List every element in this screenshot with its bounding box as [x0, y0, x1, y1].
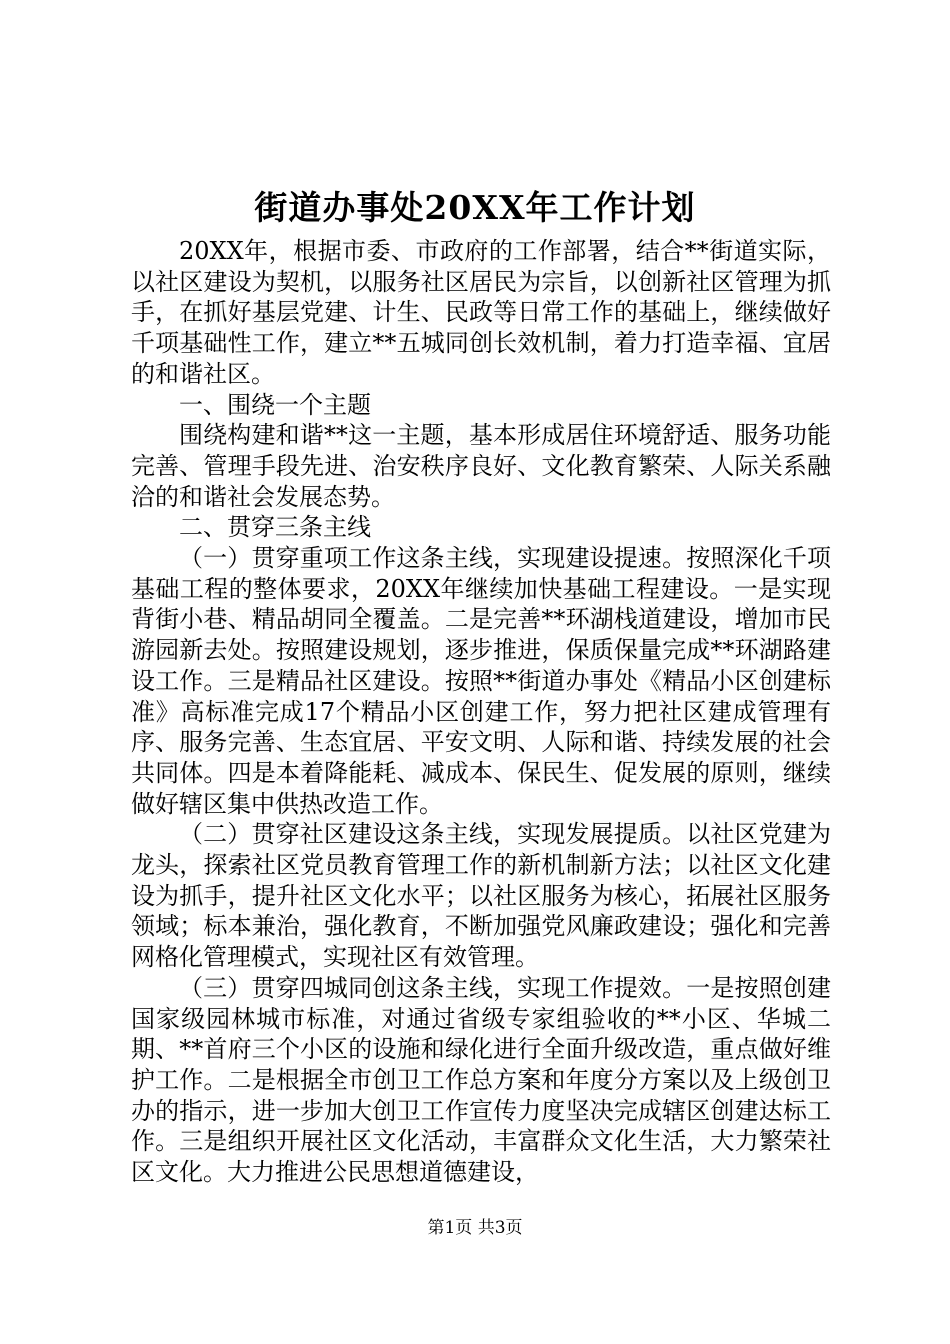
subsection-3-paragraph: （三）贯穿四城同创这条主线，实现工作提效。一是按照创建国家级园林城市标准，对通过省级专家组验收的**小区、华城二期、**首府三个小区的设施和绿化进行全面升级改造，重点做好维护工作。二是根据全市创卫工作总方案和年度分方案以及上级创卫办的指示，进一步加大创卫工作宣传力度坚决完成辖区创建达标工作。三是组织开展社区文化活动，丰富群众文化生活，大力繁荣社区文化。大力推进公民思想道德建设，: [131, 973, 831, 1187]
page-footer: 第1页 共3页: [427, 1218, 523, 1238]
section-1-paragraph: 围绕构建和谐**这一主题，基本形成居住环境舒适、服务功能完善、管理手段先进、治安秩序良好、文化教育繁荣、人际关系融洽的和谐社会发展态势。: [131, 421, 831, 511]
document-body: [131, 236, 831, 1188]
document-title: 街道办事处20XX年工作计划: [254, 188, 696, 227]
subsection-1-paragraph: （一）贯穿重项工作这条主线，实现建设提速。按照深化千项基础工程的整体要求，20XX年继续加快基础工程建设。一是实现背街小巷、精品胡同全覆盖。二是完善**环湖栈道建设，增加市民游园新去处。按照建设规划，逐步推进，保质保量完成**环湖路建设工作。三是精品社区建设。按照**街道办事处《精品小区创建标准》高标准完成17个精品小区创建工作，努力把社区建成管理有序、服务完善、生态宜居、平安文明、人际和谐、持续发展的社会共同体。四是本着降能耗、减成本、保民生、促发展的原则，继续做好辖区集中供热改造工作。: [131, 544, 831, 818]
intro-paragraph: 20XX年，根据市委、市政府的工作部署，结合**街道实际，以社区建设为契机，以服务社区居民为宗旨，以创新社区管理为抓手，在抓好基层党建、计生、民政等日常工作的基础上，继续做好千项基础性工作，建立**五城同创长效机制，着力打造幸福、宜居的和谐社区。: [131, 237, 831, 388]
section-heading-2: 二、贯穿三条主线: [179, 513, 371, 542]
section-heading-1: 一、围绕一个主题: [179, 390, 371, 419]
subsection-2-paragraph: （二）贯穿社区建设这条主线，实现发展提质。以社区党建为龙头，探索社区党员教育管理工作的新机制新方法；以社区文化建设为抓手，提升社区文化水平；以社区服务为核心，拓展社区服务领域；标本兼治，强化教育，不断加强党风廉政建设；强化和完善网格化管理模式，实现社区有效管理。: [131, 820, 831, 972]
